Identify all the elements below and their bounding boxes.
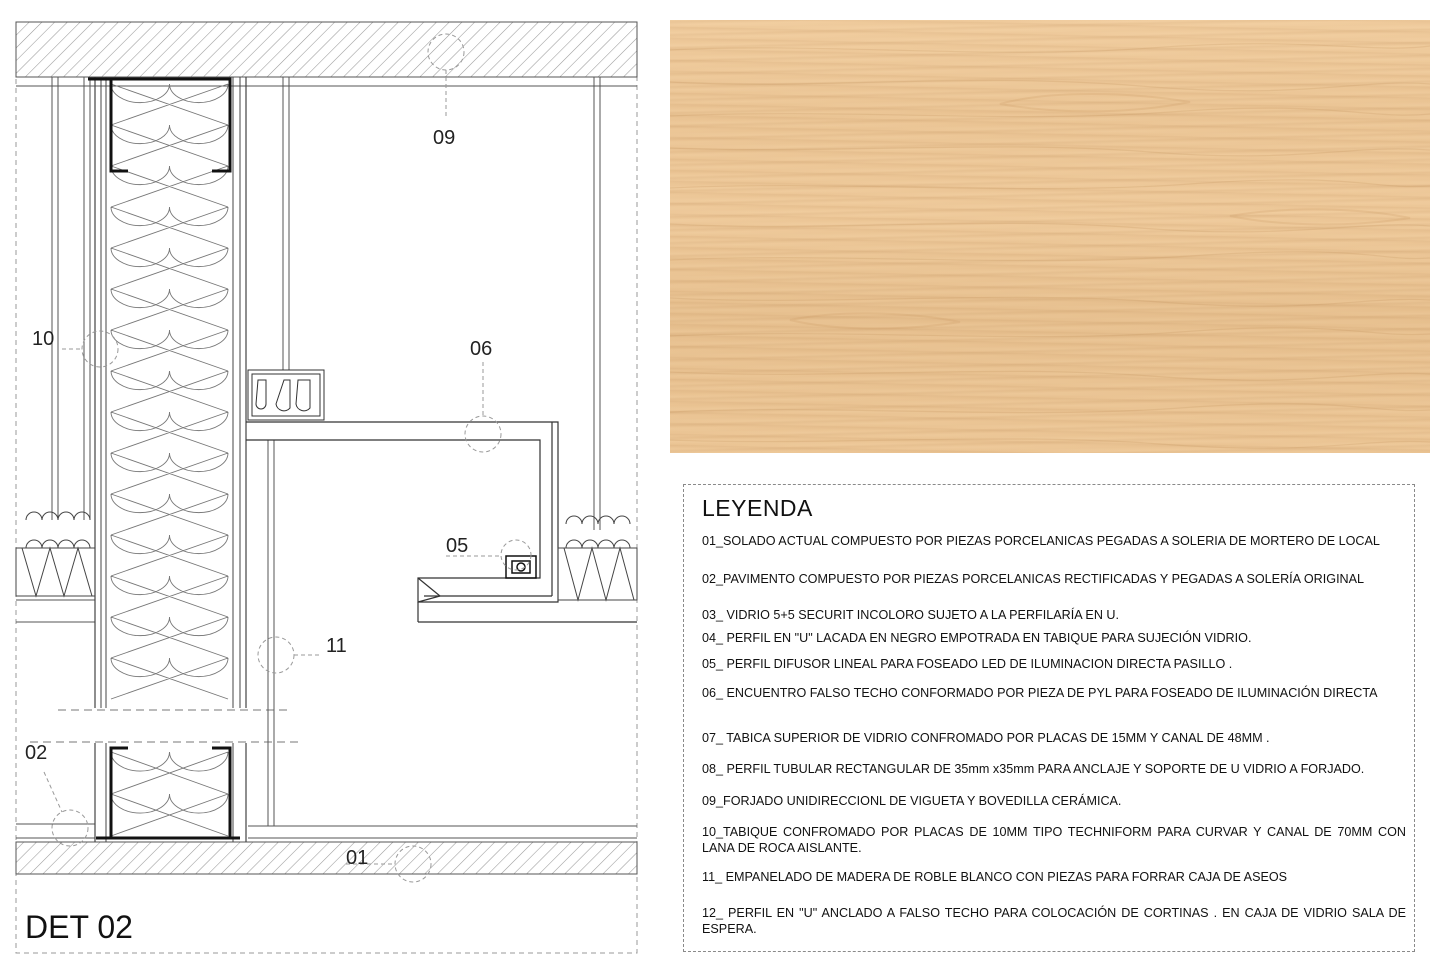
side-insulation-blocks: [16, 512, 637, 600]
legend-item-07: 07_ TABICA SUPERIOR DE VIDRIO CONFROMADO POR PLACAS DE 15MM Y CANAL DE 48MM .: [702, 731, 1270, 745]
rock-wool-insulation-lower: [111, 752, 228, 836]
detail-title: DET 02: [25, 909, 133, 945]
legend-title: LEYENDA: [702, 495, 813, 521]
insulated-partition: [30, 77, 300, 842]
callout-06-label: 06: [470, 338, 493, 360]
construction-detail-drawing: [0, 0, 650, 975]
drawing-frame: [16, 22, 637, 953]
callout-09-label: 09: [433, 127, 456, 149]
legend-item-12: 12_ PERFIL EN "U" ANCLADO A FALSO TECHO PARA COLOCACIÓN DE CORTINAS . EN CAJA DE VIDRIO SALA DE ESPERA.: [702, 906, 1406, 936]
wood-paneling-right: [268, 77, 600, 826]
wood-grain-overlay: [670, 20, 1430, 453]
legend-item-11: 11_ EMPANELADO DE MADERA DE ROBLE BLANCO CON PIEZAS PARA FORRAR CAJA DE ASEOS: [702, 870, 1288, 884]
top-channel-profile: [88, 79, 230, 171]
tubular-support-profile: [248, 370, 324, 420]
floor-slab: [16, 824, 637, 874]
callout-02-label: 02: [25, 742, 48, 764]
ceiling-slab: [16, 22, 637, 86]
callout-10-label: 10: [32, 328, 55, 350]
callout-11-label: 11: [326, 635, 347, 657]
rock-wool-insulation-upper: [111, 84, 228, 699]
callout-01-label: 01: [346, 847, 369, 869]
legend-box: [683, 484, 1415, 952]
legend-item-10: 10_TABIQUE CONFROMADO POR PLACAS DE 10MM TIPO TECHNIFORM PARA CURVAR Y CANAL DE 70MM CON LANA DE ROCA AISLANTE.: [702, 825, 1406, 855]
false-ceiling-cove: [246, 422, 637, 622]
callout-05-label: 05: [446, 535, 469, 557]
led-diffuser-profile: [506, 556, 536, 578]
callout-markers: [44, 34, 531, 882]
legend-item-05: 05_ PERFIL DIFUSOR LINEAL PARA FOSEADO LED DE ILUMINACION DIRECTA PASILLO .: [702, 657, 1233, 671]
legend-item-04: 04_ PERFIL EN "U" LACADA EN NEGRO EMPOTRADA EN TABIQUE PARA SUJECIÓN VIDRIO.: [702, 631, 1252, 645]
legend-item-08: 08_ PERFIL TUBULAR RECTANGULAR DE 35mm x35mm PARA ANCLAJE Y SOPORTE DE U VIDRIO A FORJADO.: [702, 762, 1365, 776]
legend-item-06: 06_ ENCUENTRO FALSO TECHO CONFORMADO POR PIEZA DE PYL PARA FOSEADO DE ILUMINACIÓN DIRECTA: [702, 686, 1378, 700]
legend-item-03: 03_ VIDRIO 5+5 SECURIT INCOLORO SUJETO A LA PERFILARÍA EN U.: [702, 608, 1120, 622]
bottom-channel-profile: [96, 748, 240, 838]
legend-item-09: 09_FORJADO UNIDIRECCIONL DE VIGUETA Y BOVEDILLA CERÁMICA.: [702, 794, 1122, 808]
legend-item-01: 01_SOLADO ACTUAL COMPUESTO POR PIEZAS PORCELANICAS PEGADAS A SOLERIA DE MORTERO DE LOCAL: [702, 534, 1380, 548]
wood-material-sample: [670, 20, 1430, 453]
legend-item-02: 02_PAVIMENTO COMPUESTO POR PIEZAS PORCELANICAS RECTIFICADAS Y PEGADAS A SOLERÍA ORIGINAL: [702, 572, 1365, 586]
